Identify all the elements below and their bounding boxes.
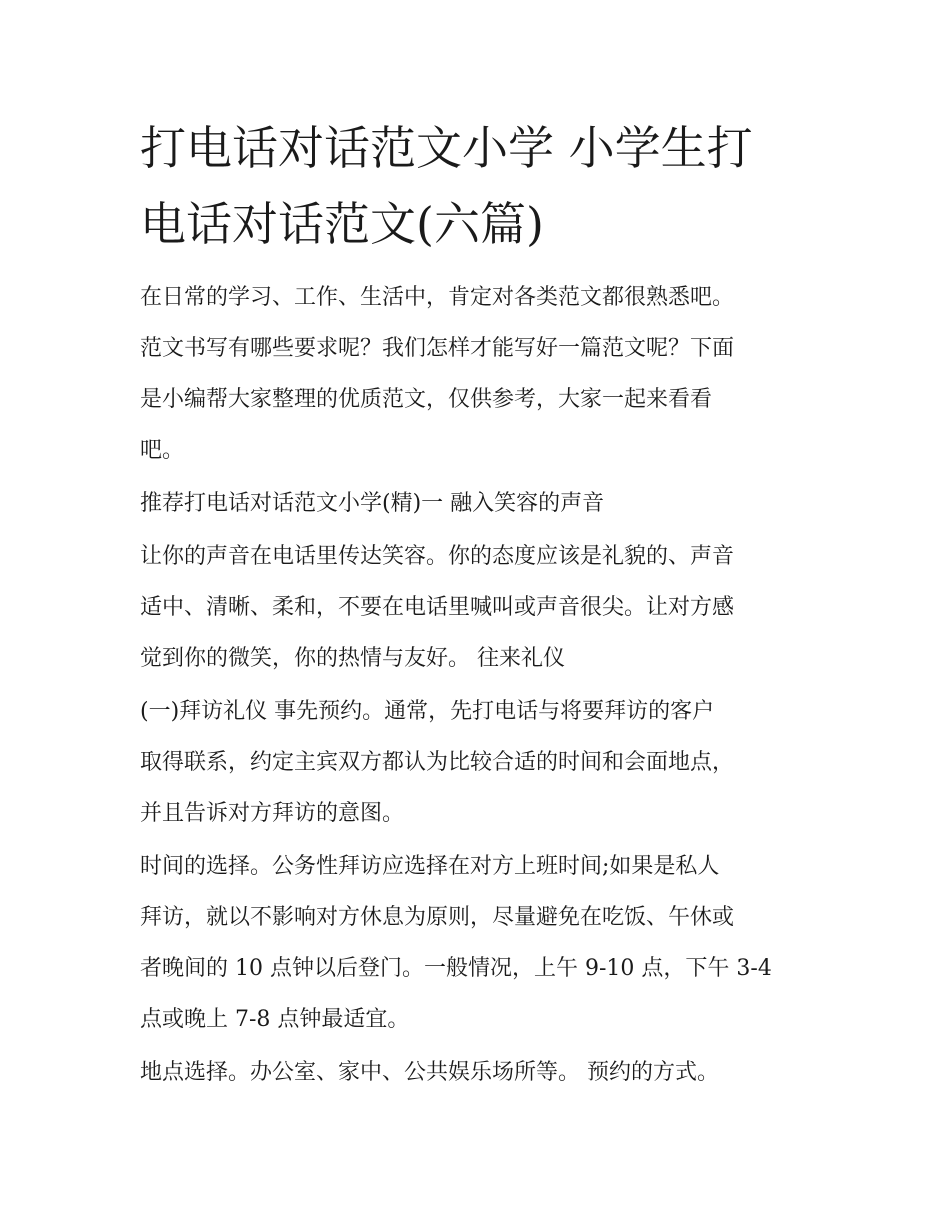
text-line: 是小编帮大家整理的优质范文，仅供参考，大家一起来看看 <box>140 387 713 412</box>
text-line: 并且告诉对方拜访的意图。 <box>140 801 405 826</box>
document-page <box>140 110 820 1100</box>
text-line: 取得联系，约定主宾双方都认为比较合适的时间和会面地点， <box>140 750 735 775</box>
text-line: 吧。 <box>140 438 185 463</box>
text-line: 者晚间的 10 点钟以后登门。一般情况，上午 9-10 点，下午 3-4 <box>140 956 772 981</box>
title-line: 打电话对话范文小学 小学生打 <box>140 121 753 175</box>
text-line: 点或晚上 7-8 点钟最适宜。 <box>140 1007 410 1032</box>
paragraph-voice <box>140 531 820 684</box>
text-line: (一)拜访礼仪 事先预约。通常，先打电话与将要拜访的客户 <box>140 699 715 724</box>
text-line: 觉到你的微笑，你的热情与友好。 往来礼仪 <box>140 646 565 671</box>
text-line: 拜访，就以不影响对方休息为原则，尽量避免在吃饭、午休或 <box>140 905 735 930</box>
text-line: 适中、清晰、柔和，不要在电话里喊叫或声音很尖。让对方感 <box>140 595 735 620</box>
document-title <box>140 110 820 262</box>
paragraph-time-selection <box>140 841 820 1045</box>
text-line: 让你的声音在电话里传达笑容。你的态度应该是礼貌的、声音 <box>140 544 735 569</box>
text-line: 地点选择。办公室、家中、公共娱乐场所等。 预约的方式。 <box>140 1060 719 1085</box>
text-line: 在日常的学习、工作、生活中，肯定对各类范文都很熟悉吧。 <box>140 285 735 310</box>
paragraph-intro <box>140 272 820 476</box>
paragraph-location-selection <box>140 1047 820 1098</box>
title-line: 电话对话范文(六篇) <box>140 197 544 251</box>
text-line: 推荐打电话对话范文小学(精)一 融入笑容的声音 <box>140 491 605 516</box>
section-heading <box>140 478 820 529</box>
text-line: 时间的选择。公务性拜访应选择在对方上班时间;如果是私人 <box>140 854 720 879</box>
paragraph-visit-etiquette <box>140 686 820 839</box>
text-line: 范文书写有哪些要求呢？我们怎样才能写好一篇范文呢？下面 <box>140 336 735 361</box>
